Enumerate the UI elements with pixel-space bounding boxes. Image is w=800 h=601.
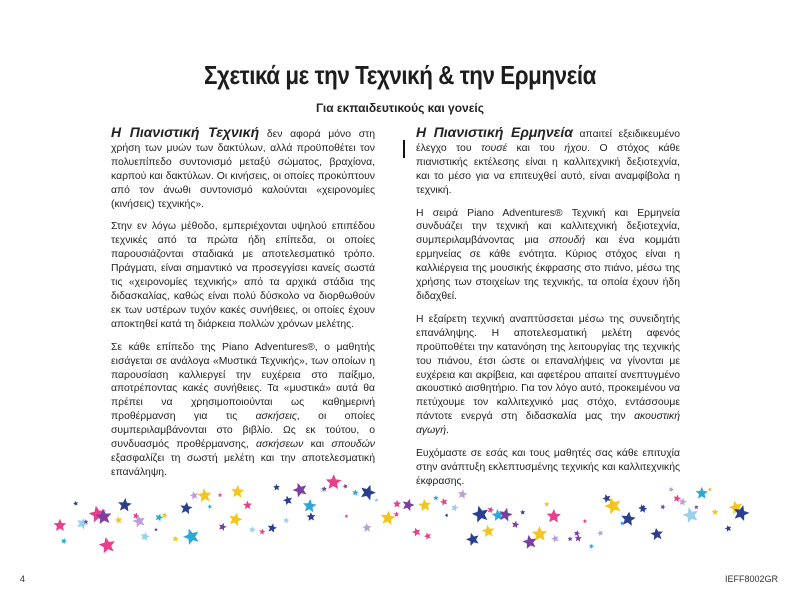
star-icon <box>249 526 256 533</box>
star-icon <box>325 474 341 489</box>
star-icon <box>457 489 468 500</box>
technique-intro-text: δεν αφορά μόνο στη χρήση των μυών των δακτύλων, αλλά προϋποθέτει τον πολυεπίπεδο συντονισμό μεταξύ σώματος, βραχίονα, καρπού και δακτύλων. Οι κινήσεις, οι οποίες προκύπτουν από τον άνωθι συντονισμό καλούνται «χειρονομίες (κινήσεις) τεχνικής». <box>111 129 375 210</box>
star-icon <box>520 509 525 514</box>
star-icon <box>660 504 666 510</box>
page-title: Σχετικά με την Τεχνική & την Ερμηνεία <box>204 60 596 90</box>
star-icon <box>450 503 459 512</box>
practice-text-b: . <box>446 425 449 437</box>
star-icon <box>511 520 520 529</box>
series-text-b: και ένα κομμάτι ερμηνείας σε κάθε ενότητα. Κύριος στόχος είναι η καλλιέργεια της μουσικής έκφρασης στο πιάνο, μέσω της χρήσης των στοιχείων της τεχνικής, τα οποία έχουν ήδη διδαχθεί. <box>416 235 680 302</box>
catalog-code: IEFF8002GR <box>724 574 778 584</box>
star-icon <box>712 508 719 515</box>
star-icon <box>197 488 213 503</box>
star-icon <box>218 522 228 532</box>
star-icon <box>724 524 732 532</box>
star-icon <box>481 524 495 538</box>
star-icon <box>668 486 675 493</box>
star-icon <box>282 495 293 506</box>
star-icon <box>401 497 416 512</box>
star-icon <box>179 501 193 514</box>
secrets-text-b: , οι οποίες συμπεριλαμβάνονται στο βιβλίο. Ως εκ τούτου, ο συνδυασμός προθέρμανσης, <box>111 411 375 451</box>
star-icon <box>694 504 699 509</box>
star-icon <box>362 523 372 532</box>
star-icon <box>597 529 604 536</box>
star-icon <box>470 504 490 524</box>
star-icon <box>707 486 713 492</box>
star-icon <box>306 512 315 521</box>
star-icon <box>546 509 561 523</box>
star-icon <box>207 504 213 510</box>
star-icon <box>243 500 252 509</box>
star-icon <box>573 530 580 537</box>
practice-text-a: Η εξαίρετη τεχνική αναπτύσσεται μέσω της συνειδητής επανάληψης. Η αποτελεσματική μελέτη αφενός προϋποθέτει την κατανόηση της λειτουργίας της τεχνικής του πιάνου, έτσι ώστε οι επαναλήψεις να γίνονται με ευχέρεια και ακρίβεια, και αφετέρου απαιτεί ανεπτυγμένο ακουστικό αισθητήριο. Για τον λόγο αυτό, προκειμένου να πετύχουμε τον καλλιτεχνικό μας στόχο, εντάσσουμε πάντοτε ενεργά στη διδασκαλία μας την <box>416 313 680 423</box>
secrets-text-d: εξασφαλίζει τη σωστή μελέτη και την αποτελεσματική επανάληψη. <box>111 452 375 478</box>
star-icon <box>114 516 123 525</box>
artistry-intro-paragraph <box>416 126 680 198</box>
artistry-text-c: . Ο στόχος κάθε πιανιστικής εκτέλεσης είναι η καλλιτεχνική δεξιοτεχνία, και το μέσο για να επιτευχθεί αυτό, είναι αναμφίβολα η τεχνική. <box>416 142 680 196</box>
technique-lead: Η Πιανιστική Τεχνική <box>111 124 260 140</box>
star-icon <box>181 526 201 546</box>
technique-intro-paragraph <box>111 126 375 211</box>
star-icon <box>465 531 481 547</box>
star-icon <box>273 483 280 490</box>
secrets-em-etudes: σπουδών <box>331 439 375 451</box>
star-icon <box>574 534 582 541</box>
practice-paragraph <box>416 313 680 438</box>
secrets-em-exercises: ασκήσεις <box>255 411 297 423</box>
series-text-a: Η σειρά Piano Adventures® Τεχνική και Ερμηνεία συνδυάζει την τεχνική και καλλιτεχνική δεξιοτεχνία, συμπεριλαμβάνοντας μια <box>416 207 680 247</box>
star-icon <box>231 484 245 497</box>
star-icon <box>342 483 348 489</box>
page-number: 4 <box>20 574 26 584</box>
star-icon <box>380 510 397 526</box>
star-icon <box>358 482 377 501</box>
star-icon <box>259 528 266 535</box>
artistry-em-touch: τουσέ <box>481 142 508 154</box>
artistry-text-b: και του <box>507 142 565 154</box>
column-accent-bar <box>403 140 405 158</box>
star-icon <box>344 514 349 518</box>
star-icon <box>567 536 573 541</box>
artistry-lead: Η Πιανιστική Ερμηνεία <box>416 124 573 140</box>
star-garland-decoration <box>0 470 800 560</box>
page-subtitle: Για εκπαιδευτικούς και γονείς <box>316 101 484 115</box>
practice-em-ear-training: ακουστική αγωγή <box>416 411 680 437</box>
secrets-em-exercises-2: ασκήσεων <box>256 439 304 451</box>
star-icon <box>98 535 117 554</box>
secrets-paragraph <box>111 341 375 480</box>
star-icon <box>439 497 448 506</box>
star-icon <box>283 517 290 524</box>
star-icon <box>522 533 539 549</box>
star-icon <box>486 506 494 514</box>
star-icon <box>582 519 587 524</box>
star-icon <box>411 526 422 537</box>
star-icon <box>139 531 150 542</box>
star-icon <box>117 497 132 511</box>
secrets-text-c: και <box>303 439 332 451</box>
series-em-etude: σπουδή <box>548 235 586 247</box>
secrets-text-a: Σε κάθε επίπεδο της Piano Adventures®, ο μαθητής εισάγεται σε ανάλογα «Μυστικά Τεχνικής», των οποίων η παρουσίαση καλλιεργεί την ευχέρεια στο παίξιμο, αποτρέποντας κακές συνήθειες. Τα «μυστικά» αυτά θα πρέπει να χρησιμοποιούνται ως καθημερινή προθέρμανση για τις <box>111 341 375 423</box>
star-icon <box>302 498 317 512</box>
star-icon <box>544 501 550 506</box>
star-icon <box>227 511 243 527</box>
star-icon <box>75 516 90 530</box>
star-icon <box>189 490 199 500</box>
series-paragraph <box>416 207 680 304</box>
star-icon <box>154 527 158 531</box>
star-icon <box>423 531 432 540</box>
method-paragraph: Στην εν λόγω μέθοδο, εμπεριέχονται υψηλού επιπέδου τεχνικές από τα πρώτα ήδη επίπεδα, οι οποίες παρουσιάζονται σταδιακά με αποτελεσματικό τρόπο. Πράγματι, είναι σημαντικό να προσεγγίσει κανείς σωστά τις «χειρονομίες τεχνικής» από τα αρχικά στάδια της διδασκαλίας, καθώς είναι πολύ δύσκολο να διορθωθούν εκ των υστέρων τυχόν κακές συνήθειες, οι οποίες έχουν αποκτηθεί κατά τη διάρκεια πολλών χρόνων μελέτης. <box>111 221 375 330</box>
star-icon <box>433 495 439 500</box>
star-icon <box>291 480 309 498</box>
closing-paragraph: Ευχόμαστε σε εσάς και τους μαθητές σας κάθε επιτυχία στην ανάπτυξη εκλεπτυσμένης τεχνικής και καλλιτεχνικής έκφρασης. <box>416 448 680 487</box>
star-icon <box>374 497 379 502</box>
star-icon <box>418 498 432 511</box>
star-icon <box>650 527 664 540</box>
star-icon <box>267 522 278 533</box>
star-icon <box>352 489 359 496</box>
star-icon <box>131 513 147 528</box>
star-icon <box>54 519 67 531</box>
star-icon <box>218 493 223 497</box>
star-icon <box>172 535 180 542</box>
star-icon <box>393 511 399 517</box>
star-icon <box>696 487 708 499</box>
star-icon <box>550 534 560 543</box>
star-icon <box>73 500 79 506</box>
artistry-text-a: απαιτεί εξειδικευμένο έλεγχο του <box>416 129 680 154</box>
artistry-em-sound: ήχου <box>564 142 588 154</box>
star-icon <box>60 537 67 544</box>
star-icon <box>588 543 595 549</box>
right-column <box>416 126 680 498</box>
left-column <box>111 126 375 489</box>
star-icon <box>393 500 401 508</box>
star-icon <box>444 513 449 518</box>
